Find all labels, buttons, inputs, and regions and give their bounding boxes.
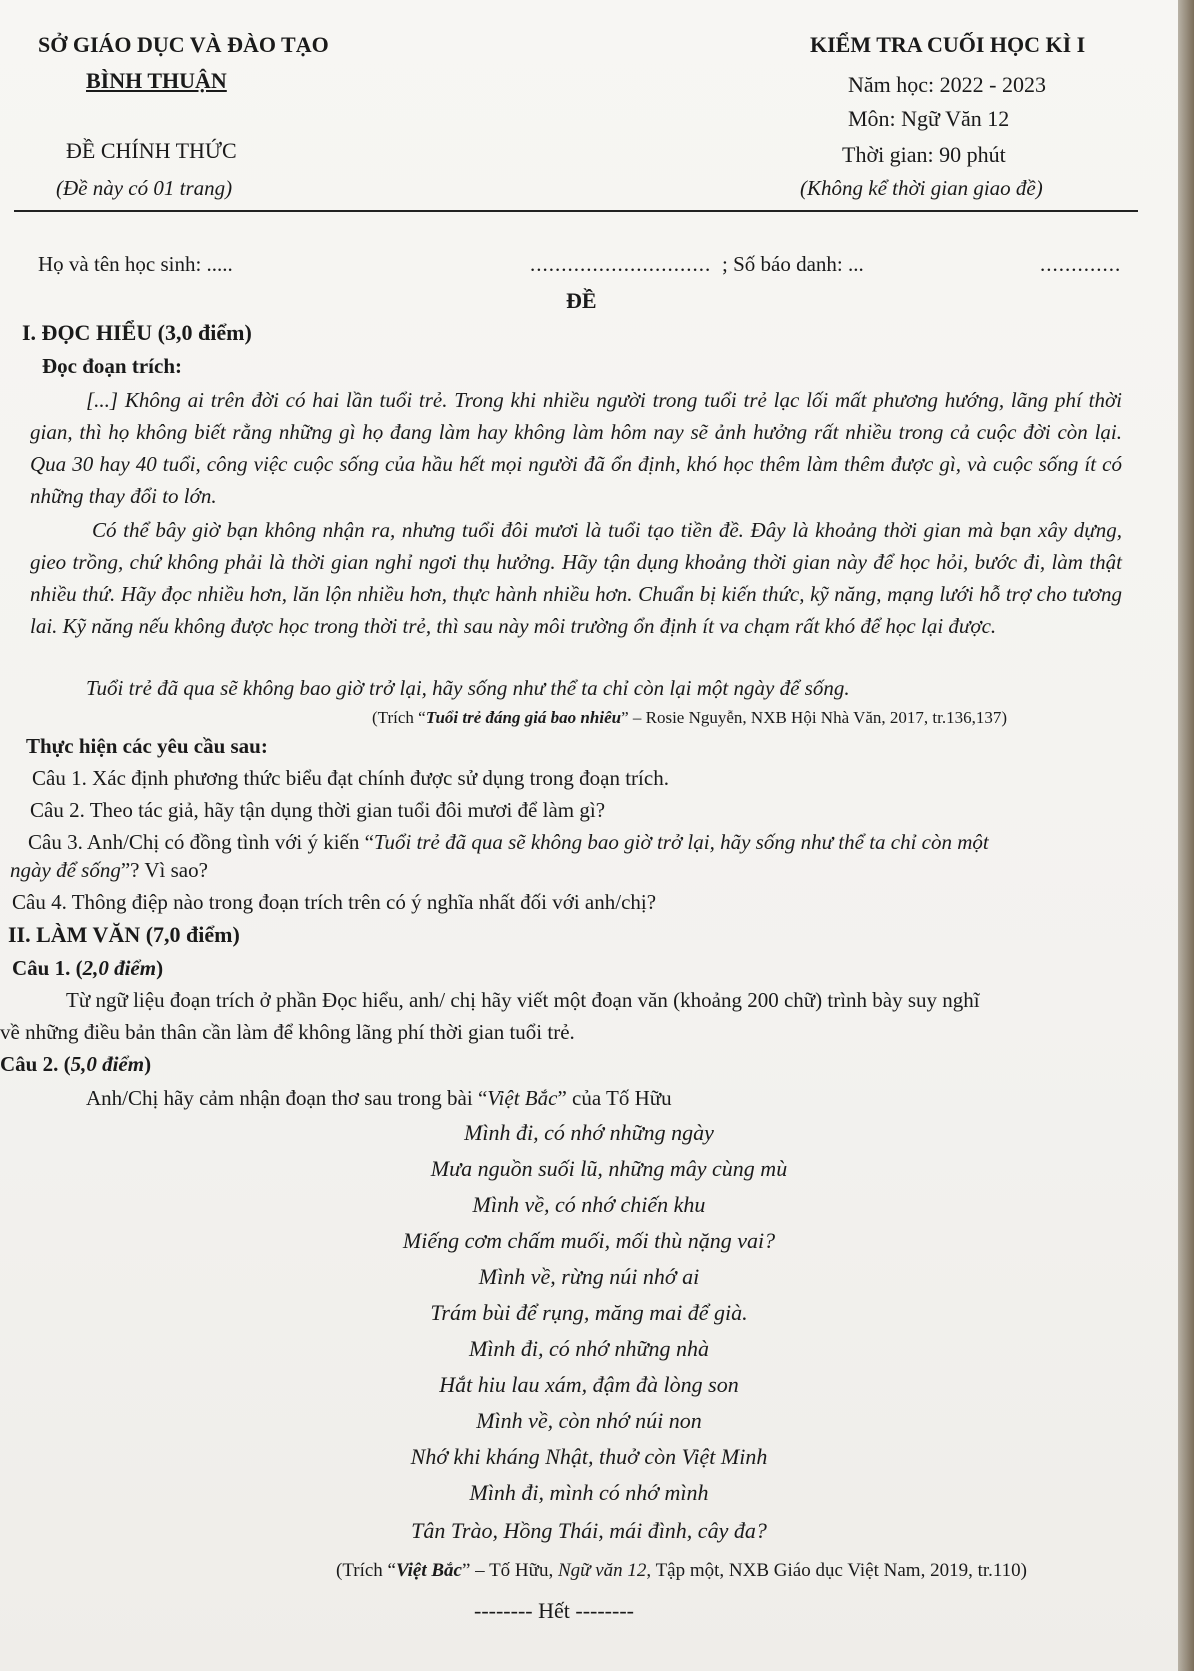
poem-source-book: Ngữ văn 12 bbox=[557, 1560, 647, 1581]
question-3 bbox=[28, 830, 989, 855]
question-1: Câu 1. Xác định phương thức biểu đạt chính được sử dụng trong đoạn trích. bbox=[32, 766, 669, 790]
question-4: Câu 4. Thông điệp nào trong đoạn trích trên có ý nghĩa nhất đối với anh/chị? bbox=[12, 890, 657, 914]
essay-q2-prefix: Câu 2. ( bbox=[0, 1052, 71, 1076]
poem-line: Tân Trào, Hồng Thái, mái đình, cây đa? bbox=[411, 1518, 767, 1543]
header-divider bbox=[14, 210, 1138, 212]
question-2: Câu 2. Theo tác giả, hãy tận dụng thời gian tuổi đôi mươi để làm gì? bbox=[30, 798, 606, 822]
essay-question-2-text bbox=[86, 1086, 672, 1111]
question-3-quote-end: ngày để sống bbox=[10, 858, 121, 882]
poem-source-suffix: , Tập một, NXB Giáo dục Việt Nam, 2019, tr.110) bbox=[646, 1560, 1027, 1581]
question-3-lead: Câu 3. Anh/Chị có đồng tình với ý kiến “ bbox=[28, 830, 374, 854]
duration: Thời gian: 90 phút bbox=[842, 142, 1006, 167]
page-edge-shadow bbox=[1178, 0, 1194, 1671]
essay-question-1-text-b: về những điều bản thân cần làm để không lãng phí thời gian tuổi trẻ. bbox=[0, 1020, 575, 1044]
subject: Môn: Ngữ Văn 12 bbox=[848, 106, 1010, 131]
essay-q1-score: 2,0 điểm bbox=[82, 956, 157, 980]
essay-q1-close: ) bbox=[156, 956, 164, 980]
poem-line: Mình đi, có nhớ những nhà bbox=[468, 1336, 710, 1361]
part1-intro: Đọc đoạn trích: bbox=[42, 354, 182, 378]
student-id-label: ; Số báo danh: ... bbox=[722, 252, 864, 276]
passage-paragraph-3: Tuổi trẻ đã qua sẽ không bao giờ trở lại, hãy sống như thể ta chỉ còn lại một ngày để sống. bbox=[86, 676, 850, 700]
school-year: Năm học: 2022 - 2023 bbox=[848, 72, 1046, 97]
poem-source-title: Việt Bắc bbox=[396, 1560, 462, 1581]
essay-q2-tail: ” của Tố Hữu bbox=[557, 1086, 672, 1110]
student-name-dots: ............................. bbox=[530, 252, 712, 276]
poem-line: Mình về, rừng núi nhớ ai bbox=[478, 1264, 700, 1289]
poem-source-prefix: (Trích “ bbox=[336, 1560, 396, 1581]
poem-line: Mưa nguồn suối lũ, những mây cùng mù bbox=[430, 1156, 788, 1181]
official-label: ĐỀ CHÍNH THỨC bbox=[66, 138, 237, 163]
end-dash-left: -------- bbox=[474, 1598, 533, 1623]
page-count-note: (Đề này có 01 trang) bbox=[56, 176, 233, 200]
duration-note: (Không kể thời gian giao đề) bbox=[800, 176, 1043, 200]
student-id-dots: ............. bbox=[1040, 252, 1122, 276]
department-name: SỞ GIÁO DỤC VÀ ĐÀO TẠO bbox=[38, 32, 329, 57]
poem-line: Mình đi, mình có nhớ mình bbox=[469, 1480, 709, 1505]
passage-paragraph-2: Có thể bây giờ bạn không nhận ra, nhưng tuổi đôi mươi là tuổi tạo tiền đề. Đây là khoảng thời gian mà bạn xây dựng, gieo trồng, chứ không phải là thời gian nghỉ ngơi thụ hưởng. Hãy tận dụng khoảng thời gian này để học hỏi, bước đi, làm thật nhiều thứ. Hãy đọc nhiều hơn, lăn lộn nhiều hơn, thực hành nhiều hơn. Chuẩn bị kiến thức, kỹ năng, mạng lưới hỗ trợ cho tương lai. Kỹ năng nếu không được học trong thời trẻ, thì sau này môi trường ổn định ít va chạm rất khó để học lại được. bbox=[30, 518, 1122, 638]
passage-source bbox=[372, 708, 1007, 728]
part2-title: II. LÀM VĂN (7,0 điểm) bbox=[8, 922, 240, 947]
question-3-tail: ”? Vì sao? bbox=[120, 858, 208, 882]
student-name-field bbox=[38, 252, 233, 277]
poem-line: Mình về, có nhớ chiến khu bbox=[472, 1192, 706, 1217]
source-prefix: (Trích “ bbox=[372, 708, 426, 727]
essay-q2-poem-title: Việt Bắc bbox=[487, 1086, 558, 1110]
poem-line: Mình về, còn nhớ núi non bbox=[476, 1408, 702, 1433]
question-3-quote: Tuổi trẻ đã qua sẽ không bao giờ trở lại, hãy sống như thể ta chỉ còn một bbox=[373, 830, 989, 854]
poem-line: Miếng cơm chấm muối, mối thù nặng vai? bbox=[402, 1228, 776, 1253]
exam-header bbox=[0, 0, 1178, 215]
source-suffix: ” – Rosie Nguyễn, NXB Hội Nhà Văn, 2017, tr.136,137) bbox=[621, 708, 1008, 727]
student-name-label: Họ và tên học sinh: ..... bbox=[38, 252, 233, 276]
essay-q2-lead: Anh/Chị hãy cảm nhận đoạn thơ sau trong bài “ bbox=[86, 1086, 488, 1110]
poem-line: Hắt hiu lau xám, đậm đà lòng son bbox=[439, 1372, 739, 1397]
poem-line: Nhớ khi kháng Nhật, thuở còn Việt Minh bbox=[410, 1444, 768, 1469]
passage-paragraph-1: [...] Không ai trên đời có hai lần tuổi trẻ. Trong khi nhiều người trong tuổi trẻ lạc lối mất phương hướng, lãng phí thời gian, thì họ không biết rằng những gì họ đang làm hay không làm hôm nay sẽ ảnh hưởng rất nhiều trong cả cuộc đời còn lại. Qua 30 hay 40 tuổi, công việc cuộc sống của hầu hết mọi người đã ổn định, khó học thêm làm thêm được gì, và cuộc sống ít có những thay đổi to lớn. bbox=[30, 388, 1122, 508]
essay-question-1-text-a: Từ ngữ liệu đoạn trích ở phần Đọc hiểu, anh/ chị hãy viết một đoạn văn (khoảng 200 chữ) trình bày suy nghĩ bbox=[66, 988, 980, 1012]
essay-q2-score: 5,0 điểm bbox=[70, 1052, 145, 1076]
end-marker bbox=[474, 1598, 634, 1624]
tasks-label: Thực hiện các yêu cầu sau: bbox=[26, 734, 268, 758]
poem-line: Mình đi, có nhớ những ngày bbox=[464, 1120, 714, 1145]
poem-source-mid: ” – Tố Hữu, bbox=[461, 1560, 558, 1581]
part1-title: I. ĐỌC HIỂU (3,0 điểm) bbox=[22, 320, 252, 345]
end-dash-right: -------- bbox=[575, 1598, 634, 1623]
essay-question-1-label bbox=[12, 956, 163, 981]
essay-q2-close: ) bbox=[144, 1052, 152, 1076]
exam-heading: ĐỀ bbox=[566, 288, 597, 313]
poem-source bbox=[336, 1560, 1027, 1582]
poem-line: Trám bùi để rụng, măng mai để già. bbox=[430, 1300, 748, 1325]
question-3-cont bbox=[10, 858, 208, 883]
essay-question-2-label bbox=[0, 1052, 151, 1077]
exam-title: KIỂM TRA CUỐI HỌC KÌ I bbox=[810, 32, 1086, 57]
end-text: Hết bbox=[538, 1598, 570, 1623]
province-name: BÌNH THUẬN bbox=[86, 68, 227, 93]
source-title: Tuổi trẻ đáng giá bao nhiêu bbox=[425, 708, 622, 727]
essay-q1-prefix: Câu 1. ( bbox=[12, 956, 83, 980]
